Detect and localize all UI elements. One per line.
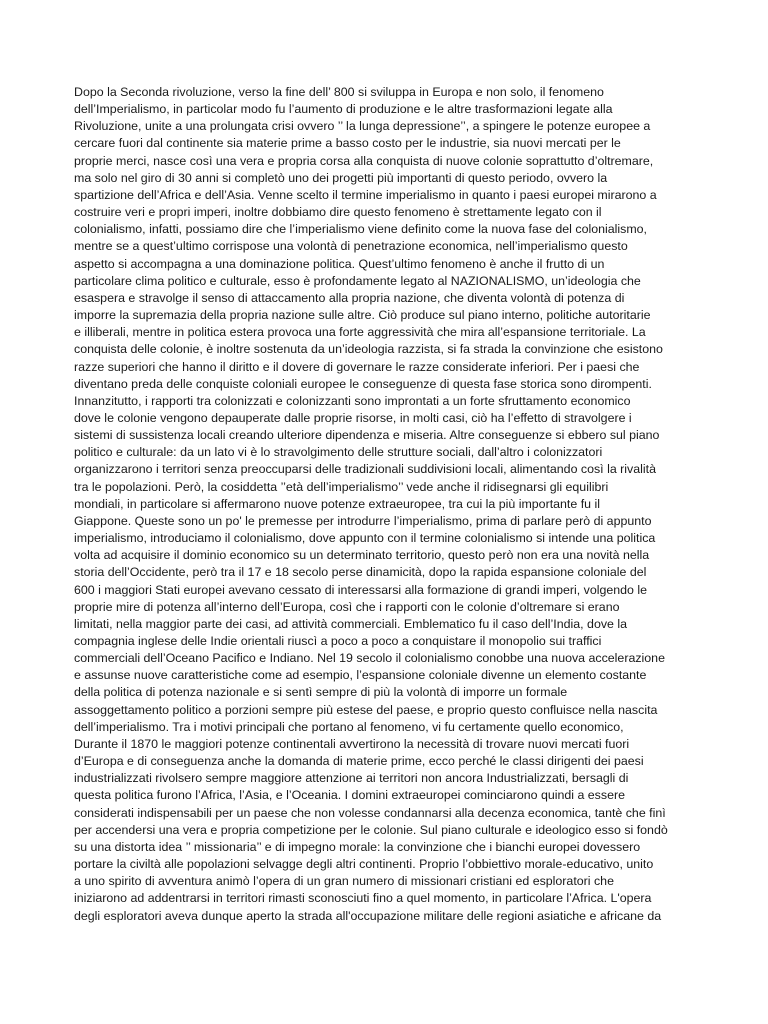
text-line: portare la civiltà alle popolazioni selvagge degli altri continenti. Proprio l’obbiettivo morale-educativo, unito bbox=[74, 857, 654, 872]
text-line: Giappone. Queste sono un po' le premesse per introdurre l’imperialismo, prima di parlare però di appunto bbox=[74, 513, 652, 528]
text-line: a uno spirito di avventura animò l’opera di un gran numero di missionari cristiani ed esploratori che bbox=[74, 874, 614, 889]
text-line: volta ad acquisire il dominio economico su un determinato territorio, questo però non era una novità nella bbox=[74, 548, 650, 563]
text-line: cercare fuori dal continente sia materie prime a basso costo per le industrie, sia nuovi mercati per le bbox=[74, 136, 621, 151]
text-line: esaspera e stravolge il senso di attaccamento alla propria nazione, che diventa volontà di potenza di bbox=[74, 290, 625, 305]
text-line: d’Europa e di conseguenza anche la domanda di materie prime, ecco perché le classi dirigenti dei paesi bbox=[74, 754, 644, 769]
text-line: costruire veri e propri imperi, inoltre dobbiamo dire questo fenomeno è strettamente legato con il bbox=[74, 205, 602, 220]
text-line: Rivoluzione, unite a una prolungata crisi ovvero ’’ la lunga depressione’’, a spingere le potenze europee a bbox=[74, 119, 651, 134]
body-paragraph bbox=[74, 84, 696, 925]
text-line: aspetto si accompagna a una dominazione politica. Quest’ultimo fenomeno è anche il frutto di un bbox=[74, 256, 605, 271]
text-line: commerciali dell’Oceano Pacifico e Indiano. Nel 19 secolo il colonialismo conobbe una nuova accelerazione bbox=[74, 651, 665, 666]
text-line: dove le colonie vengono depauperate dalle proprie risorse, in molti casi, ciò ha l’effetto di stravolgere i bbox=[74, 410, 632, 425]
text-line: Dopo la Seconda rivoluzione, verso la fine dell’ 800 si sviluppa in Europa e non solo, il fenomeno bbox=[74, 85, 604, 99]
text-line: Innanzitutto, i rapporti tra colonizzati e colonizzanti sono improntati a un forte sfruttamento economico bbox=[74, 393, 631, 408]
text-line: ma solo nel giro di 30 anni si completò uno dei progetti più importanti di questo periodo, ovvero la bbox=[74, 170, 608, 185]
text-line: su una distorta idea ’’ missionaria’’ e di impegno morale: la convinzione che i bianchi europei dovessero bbox=[74, 839, 641, 854]
text-line: spartizione dell’Africa e dell’Asia. Venne scelto il termine imperialismo in quanto i paesi europei mirarono a bbox=[74, 187, 657, 202]
text-line: assoggettamento politico a porzioni sempre più estese del paese, e proprio questo confluisce nella nascita bbox=[74, 702, 658, 717]
text-line: compagnia inglese delle Indie orientali riuscì a poco a poco a conquistare il monopolio sui traffici bbox=[74, 634, 602, 648]
text-line: della politica di potenza nazionale e si sentì sempre di più la volontà di imporre un formale bbox=[74, 685, 568, 700]
text-line: e assunse nuove caratteristiche come ad esempio, l’espansione coloniale divenne un elemento costante bbox=[74, 668, 647, 683]
text-line: e illiberali, mentre in politica estera provoca una forte aggressività che mira all’espansione territoriale. La bbox=[74, 325, 646, 340]
text-line: tra le popolazioni. Però, la cosiddetta ’’età dell’imperialismo’’ vede anche il ridisegnarsi gli equilibri bbox=[74, 479, 609, 494]
text-line: degli esploratori aveva dunque aperto la strada all'occupazione militare delle regioni asiatiche e africane da bbox=[74, 908, 662, 923]
text-line: colonialismo, infatti, possiamo dire che l’imperialismo viene definito come la nuova fase del colonialismo, bbox=[74, 222, 648, 237]
text-line: 600 i maggiori Stati europei avevano cessato di interessarsi alla formazione di grandi imperi, volgendo le bbox=[74, 582, 648, 597]
text-line: dell’imperialismo. Tra i motivi principali che portano al fenomeno, vi fu certamente quello economico, bbox=[74, 719, 624, 734]
text-line: proprie merci, nasce così una vera e propria corsa alla conquista di nuove colonie soprattutto d’oltremare, bbox=[74, 153, 654, 168]
text-line: questa politica furono l’Africa, l’Asia, e l’Oceania. I domini extraeuropei cominciarono quindi a essere bbox=[74, 788, 625, 803]
text-line: imperialismo, introduciamo il colonialismo, dove appunto con il termine colonialismo si intende una politica bbox=[74, 531, 656, 546]
text-line: organizzarono i territori senza preoccuparsi delle tradizionali suddivisioni locali, alimentando così la rivalità bbox=[74, 462, 656, 477]
text-line: diventano preda delle conquiste coloniali europee le conseguenze di questa fase storica sono dirompenti. bbox=[74, 376, 652, 391]
text-line: mondiali, in particolare si affermarono nuove potenze extraeuropee, tra cui la più importante fu il bbox=[74, 496, 600, 511]
text-line: politico e culturale: da un lato vi è lo stravolgimento delle strutture sociali, dall’altro i colonizzatori bbox=[74, 445, 603, 460]
text-line: storia dell’Occidente, però tra il 17 e 18 secolo perse dinamicità, dopo la rapida espansione coloniale del bbox=[74, 565, 647, 580]
text-line: Durante il 1870 le maggiori potenze continentali avvertirono la necessità di trovare nuovi mercati fuori bbox=[74, 736, 630, 751]
text-line: considerati indispensabili per un paese che non volesse condannarsi alla decenza economica, tantè che finì bbox=[74, 805, 666, 820]
text-line: mentre se a quest’ultimo corrispose una volontà di penetrazione economica, nell’imperialismo questo bbox=[74, 239, 628, 254]
text-line: industrializzati rivolsero sempre maggiore attenzione ai territori non ancora Industrializzati, bersagli di bbox=[74, 771, 629, 786]
text-line: dell’Imperialismo, in particolar modo fu l’aumento di produzione e le altre trasformazioni legate alla bbox=[74, 102, 613, 117]
text-line: particolare clima politico e culturale, esso è profondamente legato al NAZIONALISMO, un’ideologia che bbox=[74, 273, 641, 288]
text-line: sistemi di sussistenza locali creando ulteriore dipendenza e miseria. Altre conseguenze si ebbero sul piano bbox=[74, 428, 660, 443]
text-line: razze superiori che hanno il diritto e il dovere di governare le razze considerate inferiori. Per i paesi che bbox=[74, 359, 640, 374]
text-line: conquista delle colonie, è inoltre sostenuta da un’ideologia razzista, si fa strada la convinzione che esistono bbox=[74, 342, 663, 357]
text-line: limitati, nella maggior parte dei casi, ad attività commerciali. Emblematico fu il caso dell’India, dove la bbox=[74, 616, 628, 631]
text-line: proprie mire di potenza all’interno dell’Europa, così che i rapporti con le colonie d’oltremare si erano bbox=[74, 599, 620, 614]
text-line: per accendersi una vera e propria competizione per le colonie. Sul piano culturale e ideologico esso si fondò bbox=[74, 822, 668, 837]
text-line: iniziarono ad addentrarsi in territori rimasti sconosciuti fino a quel momento, in particolare l’Africa. L'opera bbox=[74, 891, 652, 906]
text-line: imporre la supremazia della propria nazione sulle altre. Ciò produce sul piano interno, politiche autoritarie bbox=[74, 308, 651, 323]
